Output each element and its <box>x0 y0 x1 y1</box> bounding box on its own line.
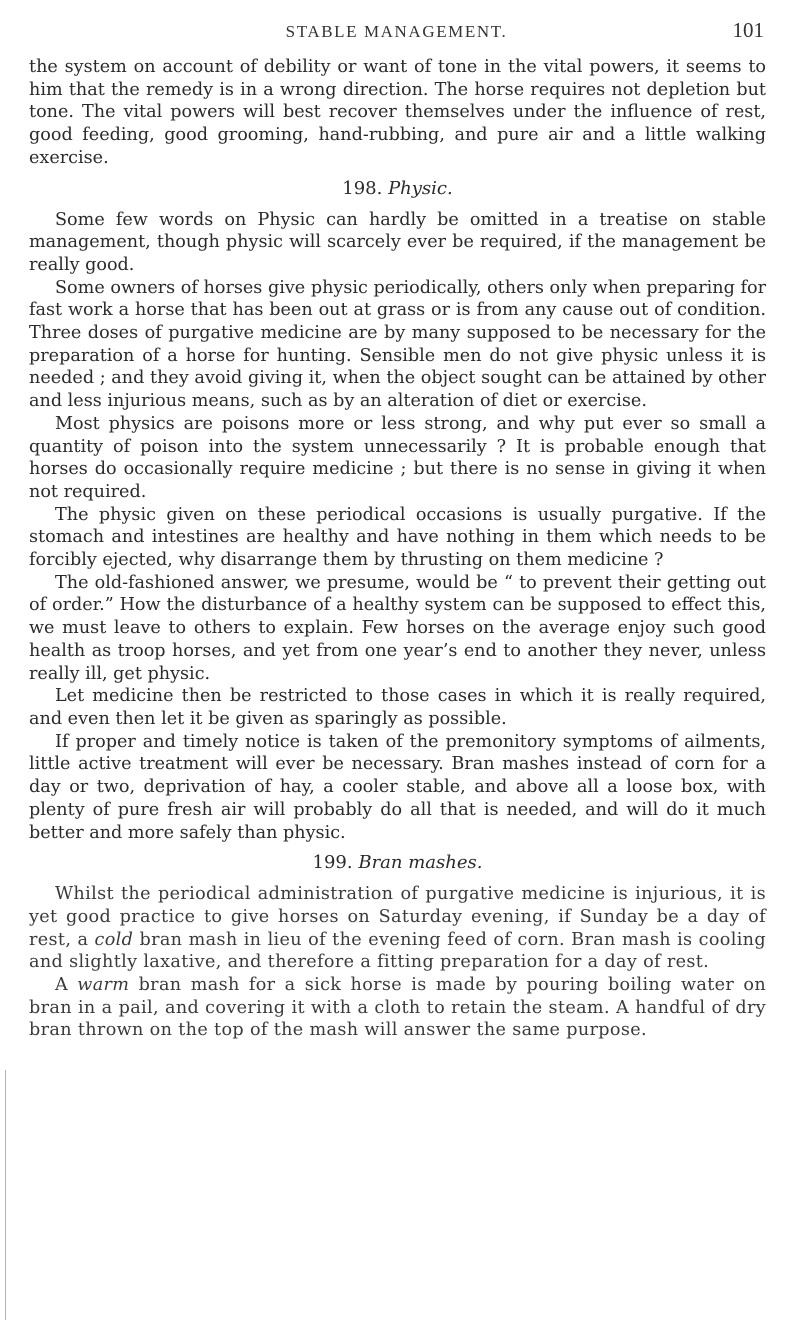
section-heading-199 <box>29 852 766 874</box>
paragraph: The old-fashioned answer, we presume, would be “ to prevent their getting out of order.” How the disturbance of a healthy system can be supposed to effect this, we must leave to others to explain. Few horses on the average enjoy such good health as troop horses, and yet from one year’s end to another they never, unless really ill, get physic. <box>29 572 766 684</box>
paragraph: Some few words on Physic can hardly be omitted in a treatise on stable management, though physic will scarcely ever be required, if the management be really good. <box>29 209 766 275</box>
paragraph: Most physics are poisons more or less strong, and why put ever so small a quantity of poison into the system unnecessarily ? It is probable enough that horses do occasionally require medicine ; but there is no sense in giving it when not required. <box>29 413 766 502</box>
paragraph <box>29 883 766 974</box>
paragraph-text: bran mash in lieu of the evening feed of corn. Bran mash is cooling and slightly laxative, and therefore a fitting preparation for a day of rest. <box>29 929 766 973</box>
running-head <box>29 14 764 48</box>
paragraph: Let medicine then be restricted to those cases in which it is really required, and even then let it be given as sparingly as possible. <box>29 686 766 729</box>
page-edge-mark <box>5 1070 6 1320</box>
paragraph <box>29 974 766 1042</box>
paragraph-text: Whilst the periodical administration of purgative medicine is injurious, it is yet good practice to give horses on Saturday evening, if Sunday be a day of rest, a <box>29 884 766 950</box>
section-number: 198. <box>342 177 383 199</box>
page-number: 101 <box>732 18 764 42</box>
section-heading-198 <box>29 178 766 200</box>
emphasis-warm: warm <box>77 975 130 996</box>
paragraph: Some owners of horses give physic periodically, others only when preparing for fast work a horse that has been out at grass or is from any cause out of condition. Three doses of purgative medicine are by many supposed to be necessary for the preparation of a horse for hunting. Sensible men do not give physic unless it is needed ; and they avoid giving it, when the object sought can be attained by other and less injurious means, such as by an alteration of diet or exercise. <box>29 277 766 412</box>
paragraph-continued: the system on account of debility or want of tone in the vital powers, it seems to him that the remedy is in a wrong direction. The horse requires not depletion but tone. The vital powers will best recover themselves under the influence of rest, good feeding, good grooming, hand-rubbing, and pure air and a little walking exercise. <box>29 57 766 168</box>
section-number: 199. <box>312 852 353 874</box>
paragraph-text: bran mash for a sick horse is made by pouring boiling water on bran in a pail, and covering it with a cloth to retain the steam. A handful of dry bran thrown on the top of the mash will answer the same purpose. <box>29 975 766 1041</box>
body-text <box>29 56 766 1042</box>
paragraph: The physic given on these periodical occasions is usually purgative. If the stomach and intestines are healthy and have nothing in them which needs to be forcibly ejected, why disarrange them by thrusting on them medicine ? <box>29 504 766 571</box>
running-title: STABLE MANAGEMENT. <box>285 22 508 41</box>
section-title: Bran mashes. <box>358 852 483 874</box>
paragraph: If proper and timely notice is taken of the premonitory symptoms of ailments, little active treatment will ever be necessary. Bran mashes instead of corn for a day or two, deprivation of hay, a cooler stable, and above all a loose box, with plenty of pure fresh air will probably do all that is needed, and will do it much better and more safely than physic. <box>29 731 766 843</box>
paragraph-text: A <box>55 975 78 996</box>
emphasis-cold: cold <box>94 929 134 950</box>
section-title: Physic. <box>388 177 453 199</box>
